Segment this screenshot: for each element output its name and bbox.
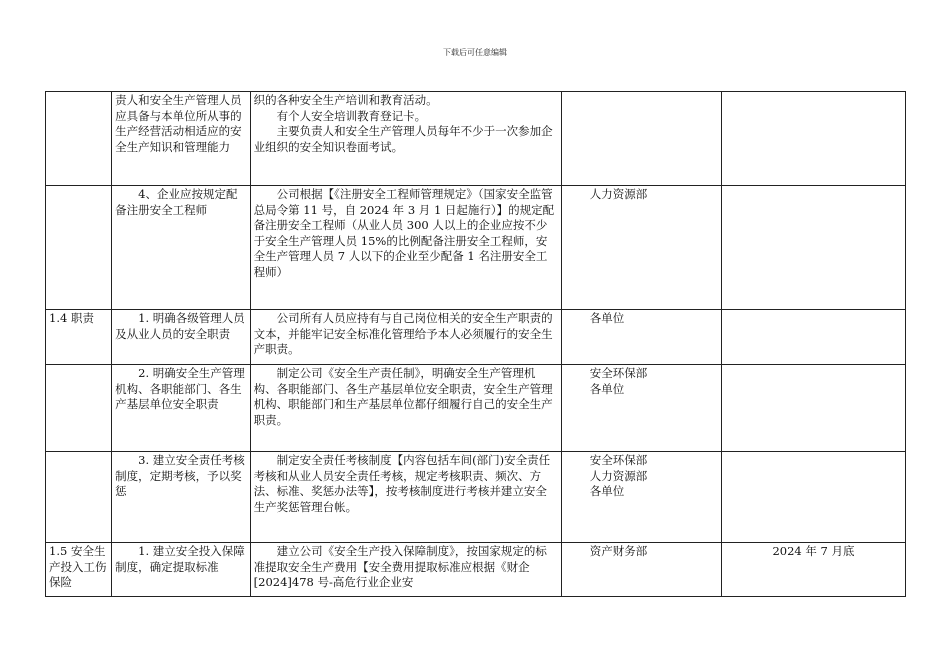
department-cell xyxy=(561,92,721,186)
requirement-cell xyxy=(112,452,251,543)
measure-cell xyxy=(250,365,561,452)
requirement-text: 1. 建立安全投入保障制度，确定提取标准 xyxy=(115,544,245,574)
department-cell xyxy=(561,452,721,543)
measure-cell xyxy=(250,543,561,597)
deadline-cell xyxy=(721,310,905,365)
requirement-cell xyxy=(112,310,251,365)
measure-text: 制定公司《安全生产责任制》，明确安全生产管理机构、各职能部门、各生产基层单位安全职责，安全生产管理机构、职能部门和生产基层单位都仔细履行自己的安全生产职责。 xyxy=(253,366,553,427)
measure-cell xyxy=(250,452,561,543)
requirement-text: 4、企业应按规定配备注册安全工程师 xyxy=(115,187,238,217)
department-cell xyxy=(561,186,721,310)
deadline-cell xyxy=(721,92,905,186)
department-cell xyxy=(561,543,721,597)
department-cell xyxy=(561,365,721,452)
table-row xyxy=(46,186,906,310)
table-row xyxy=(46,543,906,597)
safety-standard-table xyxy=(45,91,906,597)
measure-text: 有个人安全培训教育登记卡。 xyxy=(276,108,427,123)
deadline-cell xyxy=(721,186,905,310)
department-name: 人力资源部 xyxy=(589,468,648,483)
department-name: 各单位 xyxy=(589,381,625,396)
measure-cell xyxy=(250,92,561,186)
table-row xyxy=(46,310,906,365)
deadline-cell xyxy=(721,365,905,452)
measure-text: 主要负责人和安全生产管理人员每年不少于一次参加企业组织的安全知识卷面考试。 xyxy=(253,124,553,154)
item-cell xyxy=(46,365,112,452)
measure-cell xyxy=(250,310,561,365)
department-name: 安全环保部 xyxy=(589,453,648,467)
department-name: 人力资源部 xyxy=(589,187,648,201)
requirement-cell: 责人和安全生产管理人员应具备与本单位所从事的生产经营活动相适应的安全生产知识和管理能力 xyxy=(112,92,251,186)
measure-text: 织的各种安全生产培训和教育活动。 xyxy=(253,93,438,107)
requirement-cell xyxy=(112,365,251,452)
item-cell xyxy=(46,92,112,186)
requirement-text: 2. 明确安全生产管理机构、各职能部门、各生产基层单位安全职责 xyxy=(115,366,245,412)
table-row xyxy=(46,365,906,452)
item-cell xyxy=(46,186,112,310)
table-row xyxy=(46,452,906,543)
measure-text: 建立公司《安全生产投入保障制度》，按国家规定的标准提取安全生产费用【安全费用提取标准应根据《财企[2024]478 号-高危行业企业安 xyxy=(253,544,547,590)
item-cell: 1.5 安全生产投入工伤保险 xyxy=(46,543,112,597)
requirement-cell xyxy=(112,543,251,597)
measure-text: 制定安全责任考核制度【内容包括车间(部门)安全责任考核和从业人员安全责任考核，规定考核职责、频次、方法、标准、奖惩办法等】，按考核制度进行考核并建立安全生产奖惩管理台帐。 xyxy=(253,453,551,514)
measure-text: 公司所有人员应持有与自己岗位相关的安全生产职责的文本，并能牢记安全标准化管理给予本人必须履行的安全生产职责。 xyxy=(253,311,553,357)
department-name: 安全环保部 xyxy=(589,366,648,380)
measure-text: 公司根据【《注册安全工程师管理规定》（国家安全监管总局令第 11 号，自 2024 年 3 月 1 日起施行）】的规定配备注册安全工程师（从业人员 300 人以上的企业应按不少于安全生产管理人员 15%的比例配备注册安全工程师，安全生产管理人员 7 人以下的企业至少配备 1 名注册安全工程师） xyxy=(253,187,555,279)
requirement-text: 3. 建立安全责任考核制度，定期考核，予以奖惩 xyxy=(115,453,245,499)
measure-cell xyxy=(250,186,561,310)
deadline-cell xyxy=(721,452,905,543)
requirement-text: 1. 明确各级管理人员及从业人员的安全职责 xyxy=(115,311,245,341)
department-cell xyxy=(561,310,721,365)
department-name: 各单位 xyxy=(589,311,625,325)
item-cell: 1.4 职责 xyxy=(46,310,112,365)
department-name: 资产财务部 xyxy=(589,544,648,558)
requirement-cell xyxy=(112,186,251,310)
page-header: 下载后可任意编辑 xyxy=(443,48,507,57)
item-cell xyxy=(46,452,112,543)
department-name: 各单位 xyxy=(589,484,625,499)
deadline-cell: 2024 年 7 月底 xyxy=(721,543,905,597)
table-row xyxy=(46,92,906,186)
